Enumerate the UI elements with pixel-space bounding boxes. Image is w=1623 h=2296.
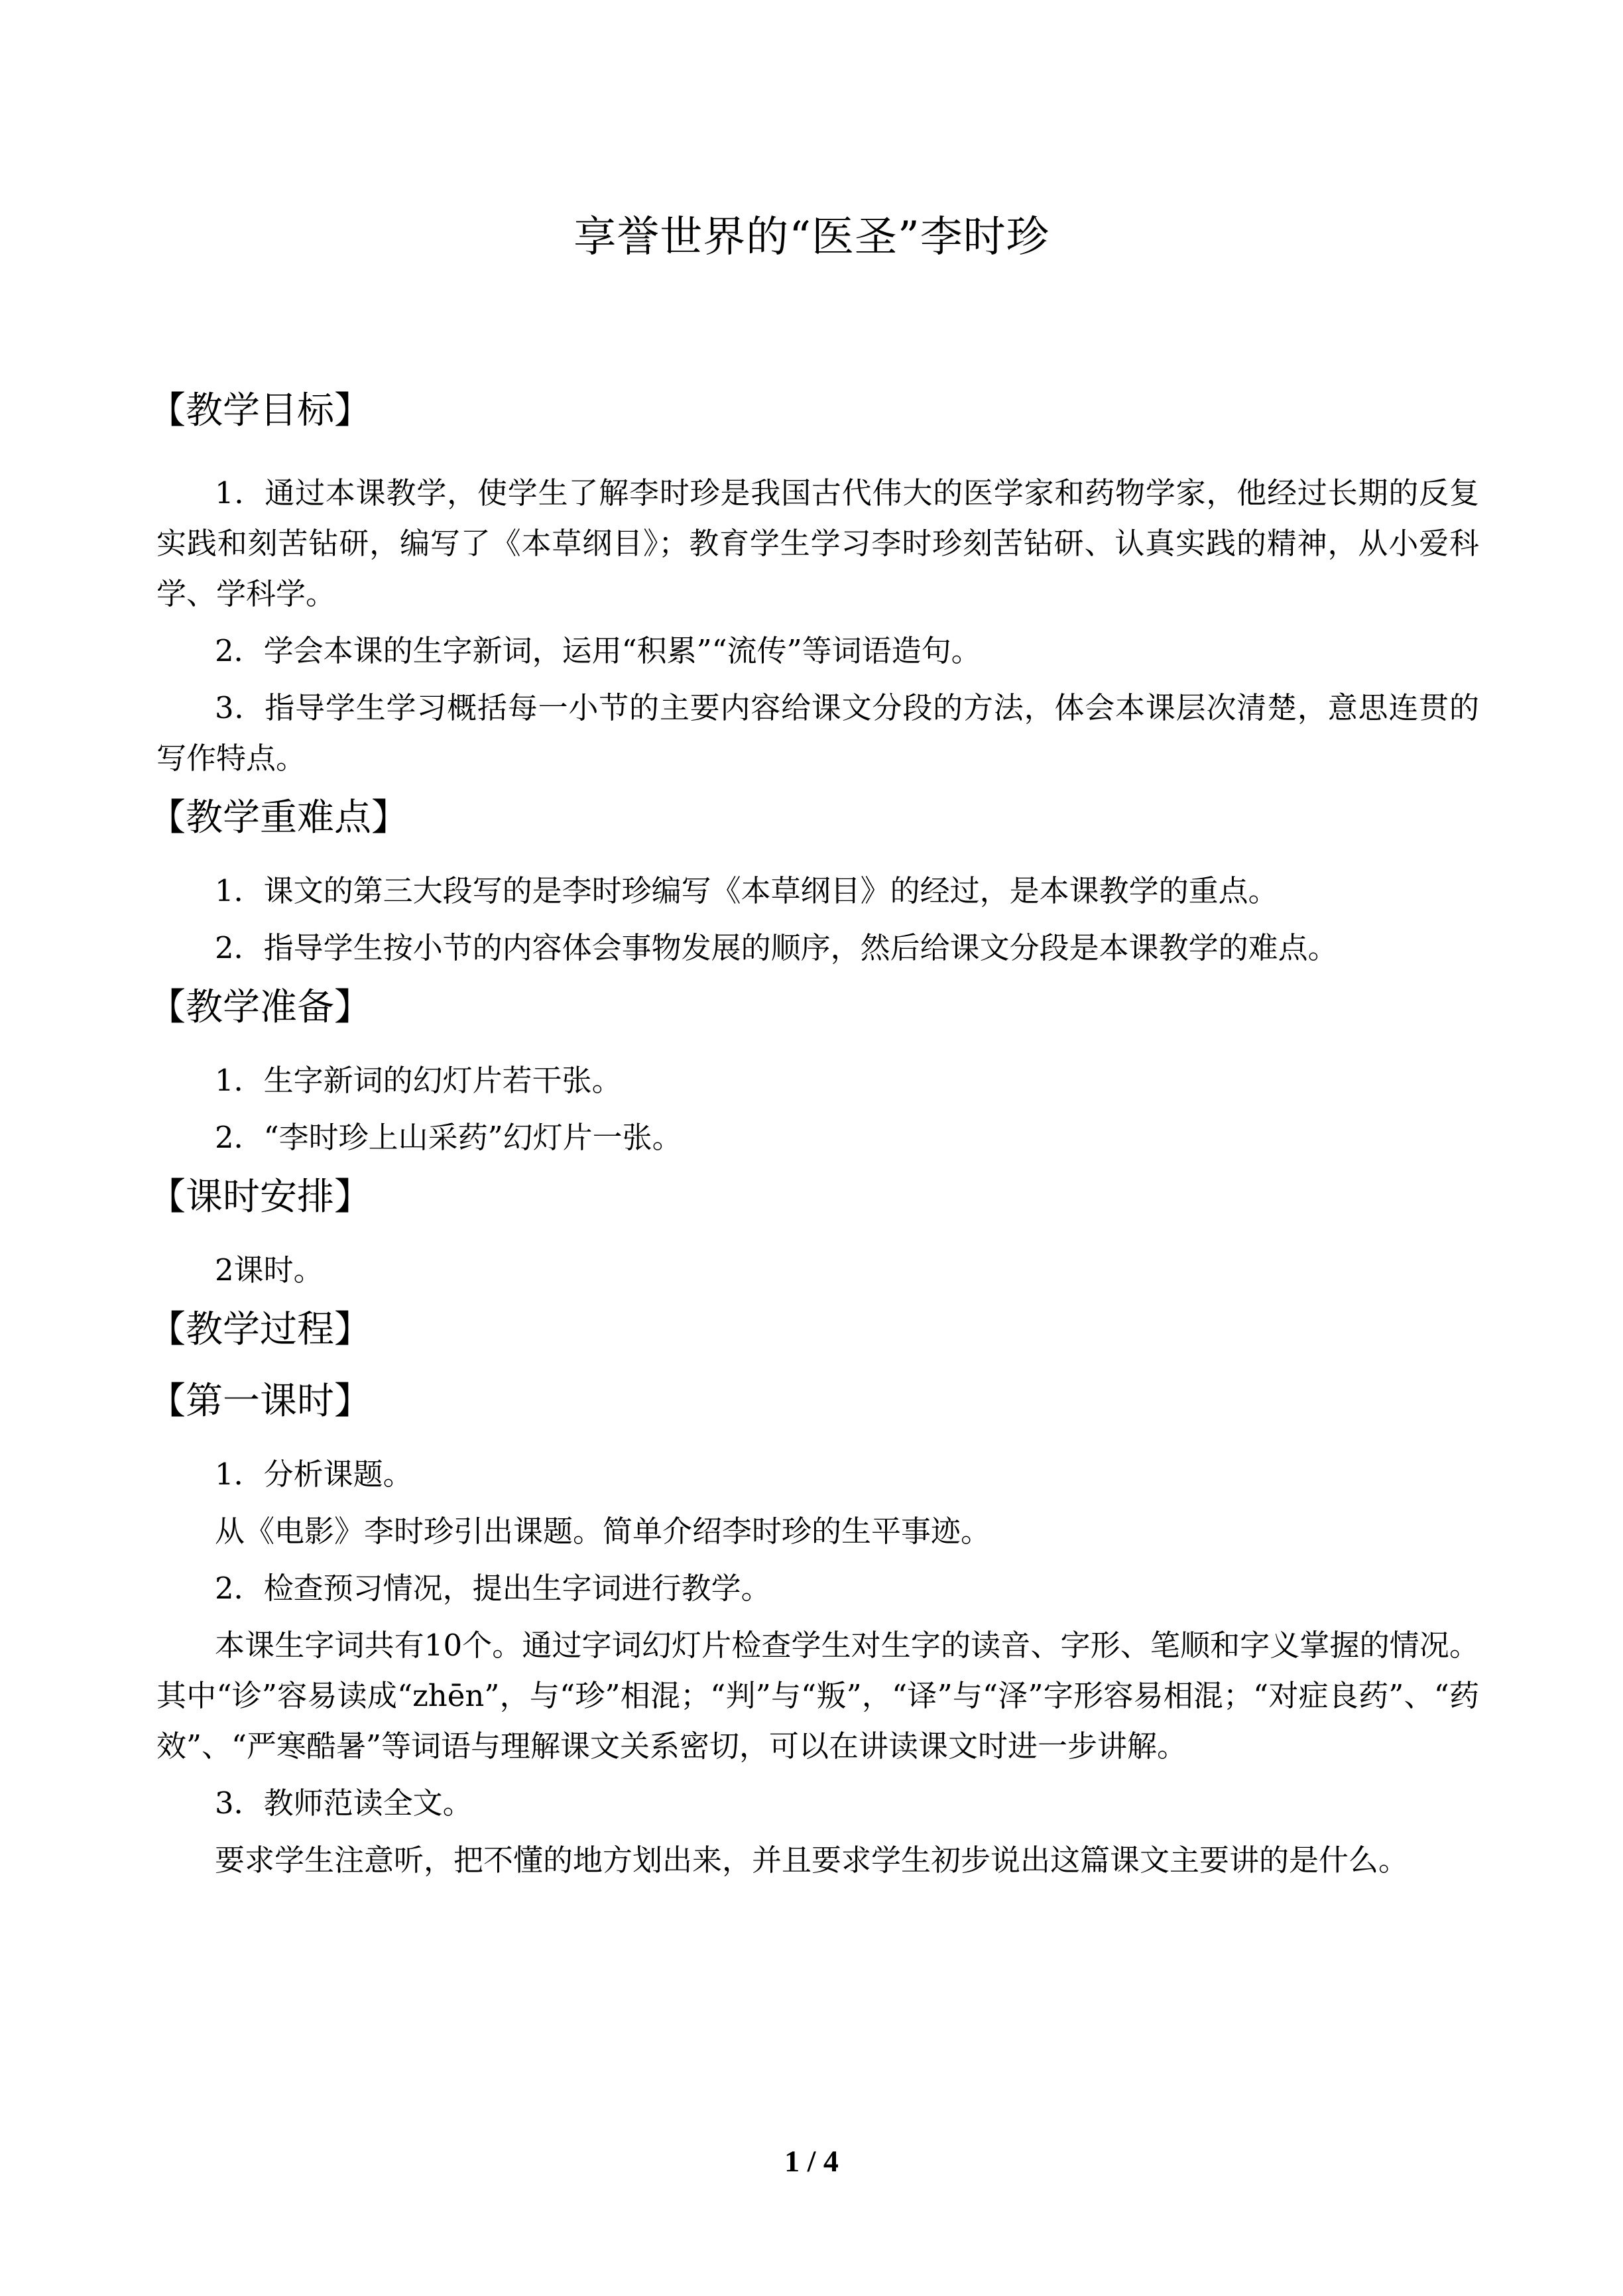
preparation-item-2: 2．“李时珍上山采药”幻灯片一张。 bbox=[215, 1120, 682, 1155]
objective-item-3: 3．指导学生学习概括每一小节的主要内容给课文分段的方法，体会本课层次清楚，意思连贯的写作特点。 bbox=[156, 690, 1479, 776]
preparation-item-1: 1．生字新词的幻灯片若干张。 bbox=[215, 1063, 622, 1098]
document-body bbox=[149, 383, 1479, 1886]
objective-item-1: 1．通过本课教学，使学生了解李时珍是我国古代伟大的医学家和药物学家，他经过长期的反复实践和刻苦钻研，编写了《本草纲目》；教育学生学习李时珍刻苦钻研、认真实践的精神，从小爱科学、学科学。 bbox=[156, 475, 1479, 611]
lesson-one-item-4: 本课生字词共有10个。通过字词幻灯片检查学生对生字的读音、字形、笔顺和字义掌握的情况。其中“诊”容易读成“zhēn”，与“珍”相混；“判”与“叛”，“译”与“泽”字形容易相混；“对症良药”、“药效”、“严寒酷暑”等词语与理解课文关系密切，可以在讲读课文时进一步讲解。 bbox=[156, 1628, 1479, 1764]
page-number: 1 / 4 bbox=[784, 2144, 839, 2178]
lesson-one-item-5: 3．教师范读全文。 bbox=[215, 1785, 473, 1821]
schedule-item-1: 2课时。 bbox=[215, 1252, 324, 1288]
lesson-one-item-1: 1．分析课题。 bbox=[215, 1457, 413, 1492]
heading-first-lesson: 【第一课时】 bbox=[149, 1380, 371, 1423]
lesson-one-item-3: 2．检查预习情况，提出生字词进行教学。 bbox=[215, 1571, 771, 1606]
objective-item-2: 2．学会本课的生字新词，运用“积累”“流传”等词语造句。 bbox=[215, 633, 981, 668]
lesson-one-item-6: 要求学生注意听，把不懂的地方划出来，并且要求学生初步说出这篇课文主要讲的是什么。 bbox=[215, 1843, 1409, 1878]
heading-key-difficult-points: 【教学重难点】 bbox=[149, 796, 408, 839]
key-point-item-2: 2．指导学生按小节的内容体会事物发展的顺序，然后给课文分段是本课教学的难点。 bbox=[215, 930, 1338, 965]
heading-teaching-objectives: 【教学目标】 bbox=[149, 389, 371, 432]
lesson-one-item-2: 从《电影》李时珍引出课题。简单介绍李时珍的生平事迹。 bbox=[215, 1514, 991, 1549]
heading-class-schedule: 【课时安排】 bbox=[149, 1176, 371, 1219]
heading-teaching-process: 【教学过程】 bbox=[149, 1308, 371, 1351]
key-point-item-1: 1．课文的第三大段写的是李时珍编写《本草纲目》的经过，是本课教学的重点。 bbox=[215, 873, 1278, 908]
heading-teaching-preparation: 【教学准备】 bbox=[149, 986, 371, 1029]
document-title: 享誉世界的“医圣”李时珍 bbox=[573, 213, 1050, 262]
